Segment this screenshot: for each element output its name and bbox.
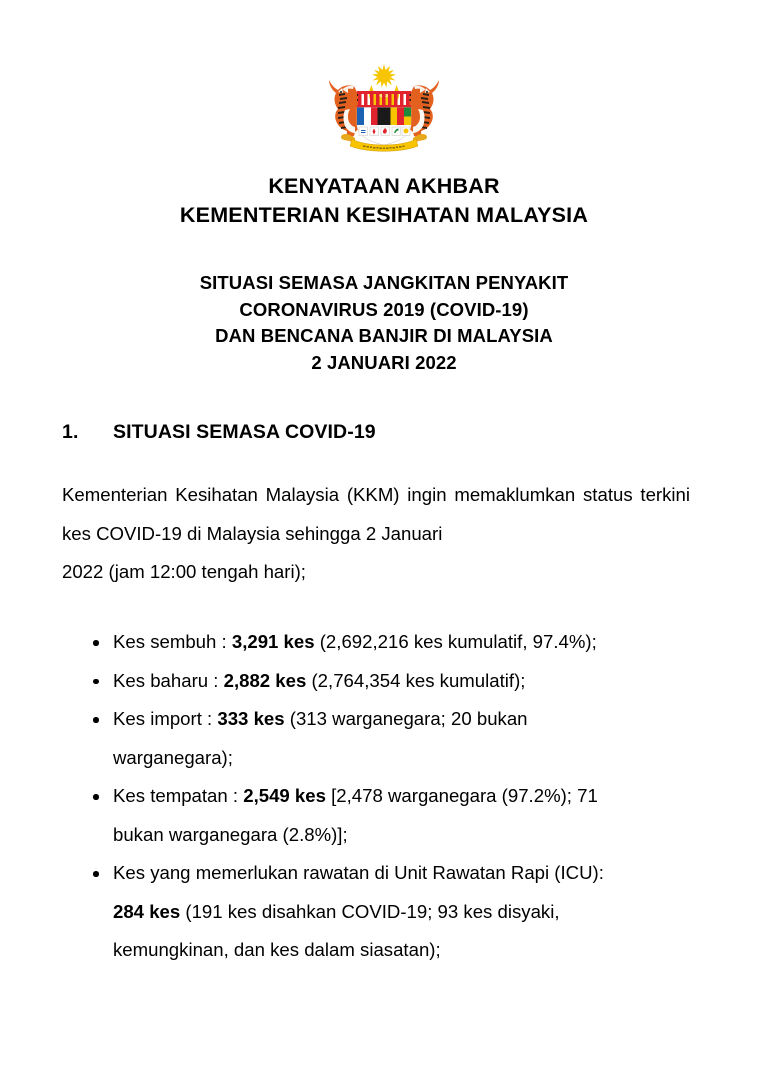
header-line-1: KENYATAAN AKHBAR [268, 174, 500, 198]
intro-text-part-2: 2022 (jam 12:00 tengah hari); [62, 561, 306, 582]
subheader-line-1: SITUASI SEMASA JANGKITAN PENYAKIT [199, 272, 569, 293]
bullet-label: Kes yang memerlukan rawatan di Unit Rawatan Rapi (ICU): [113, 862, 604, 883]
bullet-value: 2,882 kes [223, 669, 307, 691]
malaysia-coat-of-arms-icon [326, 62, 442, 154]
emblem-container [0, 62, 768, 154]
subheader-line-3: DAN BENCANA BANJIR DI MALAYSIA [215, 325, 553, 346]
list-item [62, 623, 690, 662]
bullet-label: Kes baharu : [113, 669, 224, 691]
bullet-value: 3,291 kes [231, 631, 315, 652]
intro-text-part-1: Kementerian Kesihatan Malaysia (KKM) ingin memaklumkan status terkini kes COVID-19 di Malaysia sehingga 2 Januari [62, 484, 690, 544]
list-item [62, 700, 690, 777]
bullet-value: 333 kes [217, 708, 285, 729]
bullet-detail: (313 warganegara; 20 bukan [284, 708, 528, 729]
bullet-tail: kemungkinan, dan kes dalam siasatan); [113, 939, 441, 960]
document-header [0, 172, 768, 230]
bullet-value: 284 kes [113, 900, 181, 922]
bullet-detail: (2,692,216 kes kumulatif, 97.4%); [314, 631, 597, 652]
section-1-number: 1. [62, 421, 79, 443]
list-item [62, 854, 690, 970]
list-item [62, 777, 690, 854]
bullet-detail: [2,478 warganegara (97.2%); 71 [325, 785, 598, 806]
section-1-heading [62, 421, 376, 444]
list-item [62, 662, 690, 701]
covid-statistics-list [62, 623, 690, 970]
bullet-detail: (191 kes disahkan COVID-19; 93 kes disyaki, [180, 900, 560, 922]
section-1-title: SITUASI SEMASA COVID-19 [113, 421, 376, 443]
bullet-label: Kes tempatan : [113, 785, 244, 806]
bullet-label: Kes import : [113, 708, 218, 729]
subheader-line-2: CORONAVIRUS 2019 (COVID-19) [239, 298, 529, 320]
header-line-2: KEMENTERIAN KESIHATAN MALAYSIA [179, 203, 589, 227]
bullet-label: Kes sembuh : [113, 631, 232, 652]
document-subheader [0, 270, 768, 376]
bullet-value: 2,549 kes [243, 785, 326, 806]
section-1-intro [62, 476, 690, 592]
bullet-detail: (2,764,354 kes kumulatif); [306, 669, 526, 691]
bullet-tail: warganegara); [113, 746, 233, 768]
bullet-tail: bukan warganegara (2.8%)]; [113, 823, 348, 845]
subheader-line-4: 2 JANUARI 2022 [311, 351, 457, 373]
